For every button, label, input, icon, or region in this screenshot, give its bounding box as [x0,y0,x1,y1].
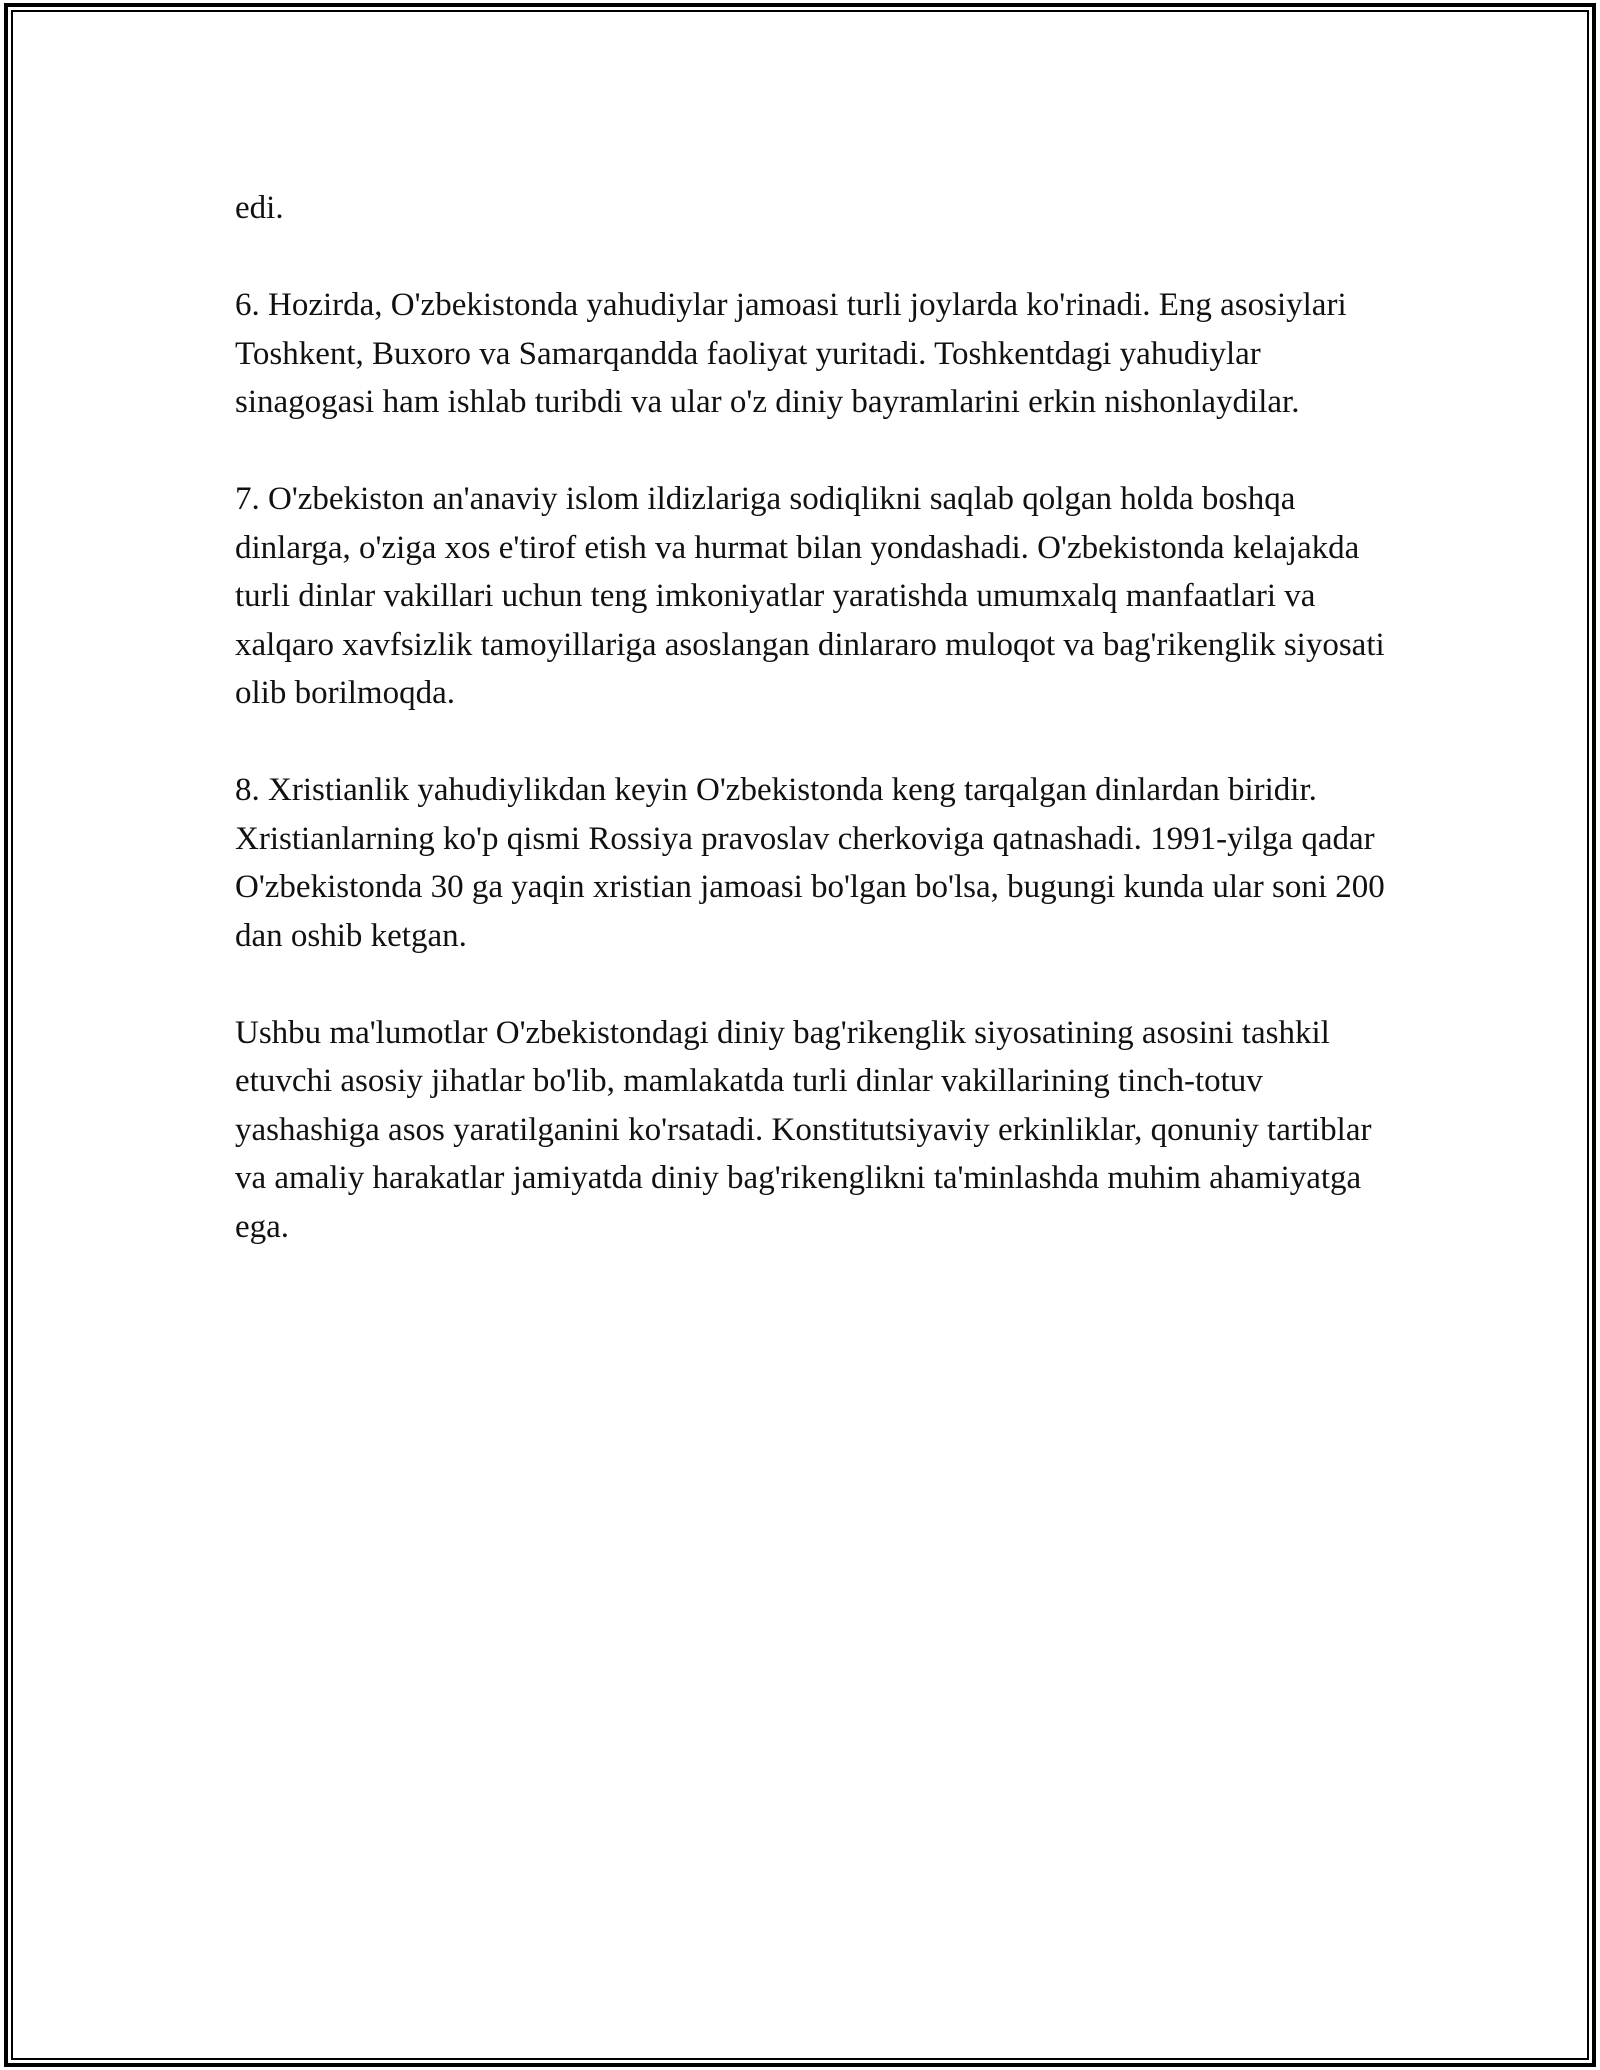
document-body [235,184,1385,1251]
paragraph-conclusion: Ushbu ma'lumotlar O'zbekistondagi diniy bag'rikenglik siyosatining asosini tashkil etuvchi asosiy jihatlar bo'lib, mamlakatda turli dinlar vakillarining tinch-totuv yashashiga asos yaratilganini ko'rsatadi. Konstitutsiyaviy erkinliklar, qonuniy tartiblar va amaliy harakatlar jamiyatda diniy bag'rikenglikni ta'minlashda muhim ahamiyatga ega. [235,1014,1372,1245]
paragraph-6: 6. Hozirda, O'zbekistonda yahudiylar jamoasi turli joylarda ko'rinadi. Eng asosiylari Toshkent, Buxoro va Samarqandda faoliyat yuritadi. Toshkentdagi yahudiylar sinagogasi ham ishlab turibdi va ular o'z diniy bayramlarini erkin nishonlaydilar. [235,287,1347,420]
paragraph-continuation: edi. [235,190,284,226]
paragraph-7: 7. O'zbekiston an'anaviy islom ildizlariga sodiqlikni saqlab qolgan holda boshqa dinlarga, o'ziga xos e'tirof etish va hurmat bilan yondashadi. O'zbekistonda kelajakda turli dinlar vakillari uchun teng imkoniyatlar yaratishda umumxalq manfaatlari va xalqaro xavfsizlik tamoyillariga asoslangan dinlararo muloqot va bag'rikenglik siyosati olib borilmoqda. [235,481,1385,711]
paragraph-8: 8. Xristianlik yahudiylikdan keyin O'zbekistonda keng tarqalgan dinlardan biridir. Xristianlarning ko'p qismi Rossiya pravoslav cherkoviga qatnashadi. 1991-yilga qadar O'zbekistonda 30 ga yaqin xristian jamoasi bo'lgan bo'lsa, bugungi kunda ular soni 200 dan oshib ketgan. [235,772,1385,954]
